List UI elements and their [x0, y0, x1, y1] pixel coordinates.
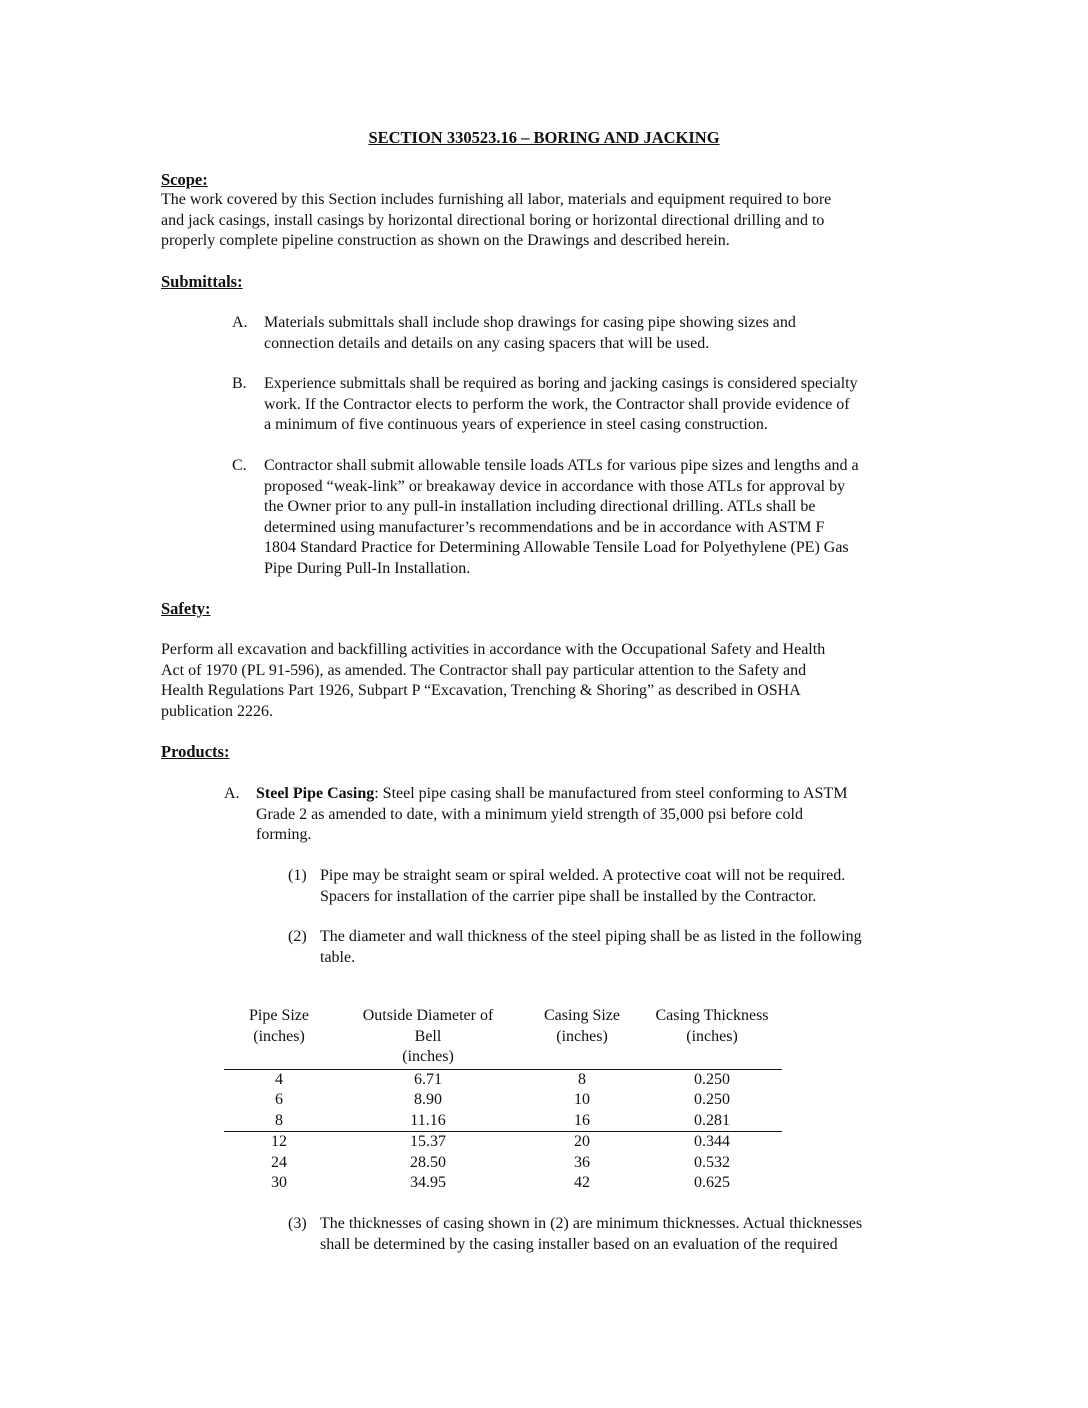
cell-pipe-size: 6 [275, 1091, 283, 1108]
item-label: B. [232, 375, 247, 392]
item-line: shall be determined by the casing installer based on an evaluation of the required [320, 1235, 838, 1253]
item-line: 1804 Standard Practice for Determining Allowable Tensile Load for Polyethylene (PE) Gas [264, 539, 849, 556]
item-line: Materials submittals shall include shop drawings for casing pipe showing sizes and [264, 314, 796, 331]
cell-casing-size: 20 [574, 1133, 590, 1150]
steel-pipe-casing-term: Steel Pipe Casing [256, 785, 375, 802]
header-line: Bell [414, 1027, 442, 1045]
item-line: connection details and details on any casing spacers that will be used. [264, 334, 710, 352]
cell-casing-thickness: 0.532 [694, 1153, 730, 1171]
item-text [256, 784, 847, 846]
header-line: Casing Size [544, 1007, 620, 1024]
item-text [264, 456, 859, 579]
safety-line: publication 2226. [161, 702, 273, 720]
item-line: table. [320, 948, 356, 966]
item-line: Experience submittals shall be required as boring and jacking casings is considered specialty [264, 375, 858, 392]
cell-casing-thickness: 0.625 [694, 1174, 730, 1191]
cell-casing-thickness: 0.250 [694, 1091, 730, 1108]
item-line: the Owner prior to any pull-in installation including directional drilling. ATLs shall be [264, 498, 816, 515]
cell-outside-diameter: 28.50 [410, 1153, 446, 1171]
item-line [256, 784, 847, 805]
item-line: a minimum of five continuous years of experience in steel casing construction. [264, 416, 768, 433]
header-pipe-size [224, 1006, 334, 1069]
header-casing-size [522, 1006, 642, 1069]
pipe-casing-table [224, 1006, 782, 1194]
cell-casing-thickness: 0.281 [642, 1111, 782, 1132]
scope-line: properly complete pipeline construction as shown on the Drawings and described herein. [161, 232, 730, 249]
cell-casing-thickness: 0.250 [694, 1070, 730, 1088]
item-line: work. If the Contractor elects to perform the work, the Contractor shall provide evidence of [264, 395, 850, 413]
cell-pipe-size: 8 [224, 1111, 334, 1132]
cell-outside-diameter: 8.90 [414, 1091, 442, 1108]
header-line: (inches) [686, 1027, 738, 1045]
item-text [320, 866, 845, 907]
table-row [224, 1090, 782, 1111]
submittals-heading: Submittals: [161, 272, 243, 291]
header-line: (inches) [253, 1027, 305, 1045]
cell-casing-size: 8 [578, 1070, 586, 1088]
cell-pipe-size: 24 [271, 1153, 287, 1171]
table-row [224, 1111, 782, 1132]
scope-line: and jack casings, install casings by horizontal directional boring or horizontal directional drilling and to [161, 211, 825, 229]
cell-pipe-size: 4 [275, 1070, 283, 1088]
item-text [264, 374, 858, 436]
cell-outside-diameter: 6.71 [414, 1070, 442, 1088]
item-label: (2) [288, 928, 307, 945]
table-row [224, 1132, 782, 1153]
cell-casing-size: 42 [574, 1174, 590, 1191]
section-title: SECTION 330523.16 – BORING AND JACKING [368, 128, 720, 147]
cell-outside-diameter: 15.37 [410, 1133, 446, 1150]
item-text [320, 927, 862, 968]
safety-heading: Safety: [161, 599, 211, 618]
item-line: proposed “weak-link” or breakaway device in accordance with those ATLs for approval by [264, 477, 846, 495]
item-label: C. [232, 457, 247, 474]
table-row [224, 1173, 782, 1194]
cell-outside-diameter: 34.95 [410, 1174, 446, 1191]
item-line: Contractor shall submit allowable tensile loads ATLs for various pipe sizes and lengths and a [264, 457, 859, 474]
safety-line: Act of 1970 (PL 91-596), as amended. The Contractor shall pay particular attention to the Safety and [161, 661, 807, 679]
item-label: A. [224, 785, 240, 802]
cell-pipe-size: 30 [271, 1174, 287, 1191]
item-line: The diameter and wall thickness of the steel piping shall be as listed in the following [320, 928, 862, 945]
cell-outside-diameter: 11.16 [334, 1111, 522, 1132]
header-line: (inches) [402, 1048, 454, 1065]
item-line: The thicknesses of casing shown in (2) are minimum thicknesses. Actual thicknesses [320, 1215, 863, 1232]
header-line: Outside Diameter of [362, 1007, 494, 1024]
cell-casing-thickness: 0.344 [694, 1133, 730, 1150]
item-line: Grade 2 as amended to date, with a minimum yield strength of 35,000 psi before cold [256, 805, 803, 823]
table-row [224, 1069, 782, 1090]
table-row [224, 1153, 782, 1174]
header-line: Casing Thickness [655, 1007, 769, 1024]
scope-heading: Scope: [161, 170, 208, 189]
cell-casing-size: 16 [522, 1111, 642, 1132]
scope-line: The work covered by this Section includes furnishing all labor, materials and equipment required to bore [161, 191, 832, 208]
item-line: forming. [256, 826, 312, 843]
cell-pipe-size: 12 [271, 1133, 287, 1150]
item-text [320, 1214, 862, 1255]
item-line: Pipe During Pull-In Installation. [264, 559, 471, 577]
header-line: (inches) [556, 1027, 608, 1045]
cell-casing-size: 10 [574, 1091, 590, 1108]
item-text [264, 313, 796, 354]
table-header-row [224, 1006, 782, 1069]
item-line: determined using manufacturer’s recommendations and be in accordance with ASTM F [264, 518, 825, 536]
header-line: Pipe Size [249, 1007, 309, 1024]
item-line: Pipe may be straight seam or spiral welded. A protective coat will not be required. [320, 867, 846, 884]
cell-casing-size: 36 [574, 1153, 590, 1171]
scope-paragraph [161, 190, 941, 252]
header-casing-thickness [642, 1006, 782, 1069]
item-line-rest: : Steel pipe casing shall be manufactured from steel conforming to ASTM [374, 785, 848, 802]
item-label: (1) [288, 867, 307, 884]
products-heading: Products: [161, 742, 230, 761]
item-label: A. [232, 314, 248, 331]
safety-line: Health Regulations Part 1926, Subpart P “Excavation, Trenching & Shoring” as described in OSHA [161, 682, 801, 699]
safety-paragraph [161, 640, 941, 722]
item-line: Spacers for installation of the carrier pipe shall be installed by the Contractor. [320, 887, 817, 905]
safety-line: Perform all excavation and backfilling activities in accordance with the Occupational Safety and Health [161, 641, 826, 658]
header-outside-diameter [334, 1006, 522, 1069]
item-label: (3) [288, 1215, 307, 1232]
